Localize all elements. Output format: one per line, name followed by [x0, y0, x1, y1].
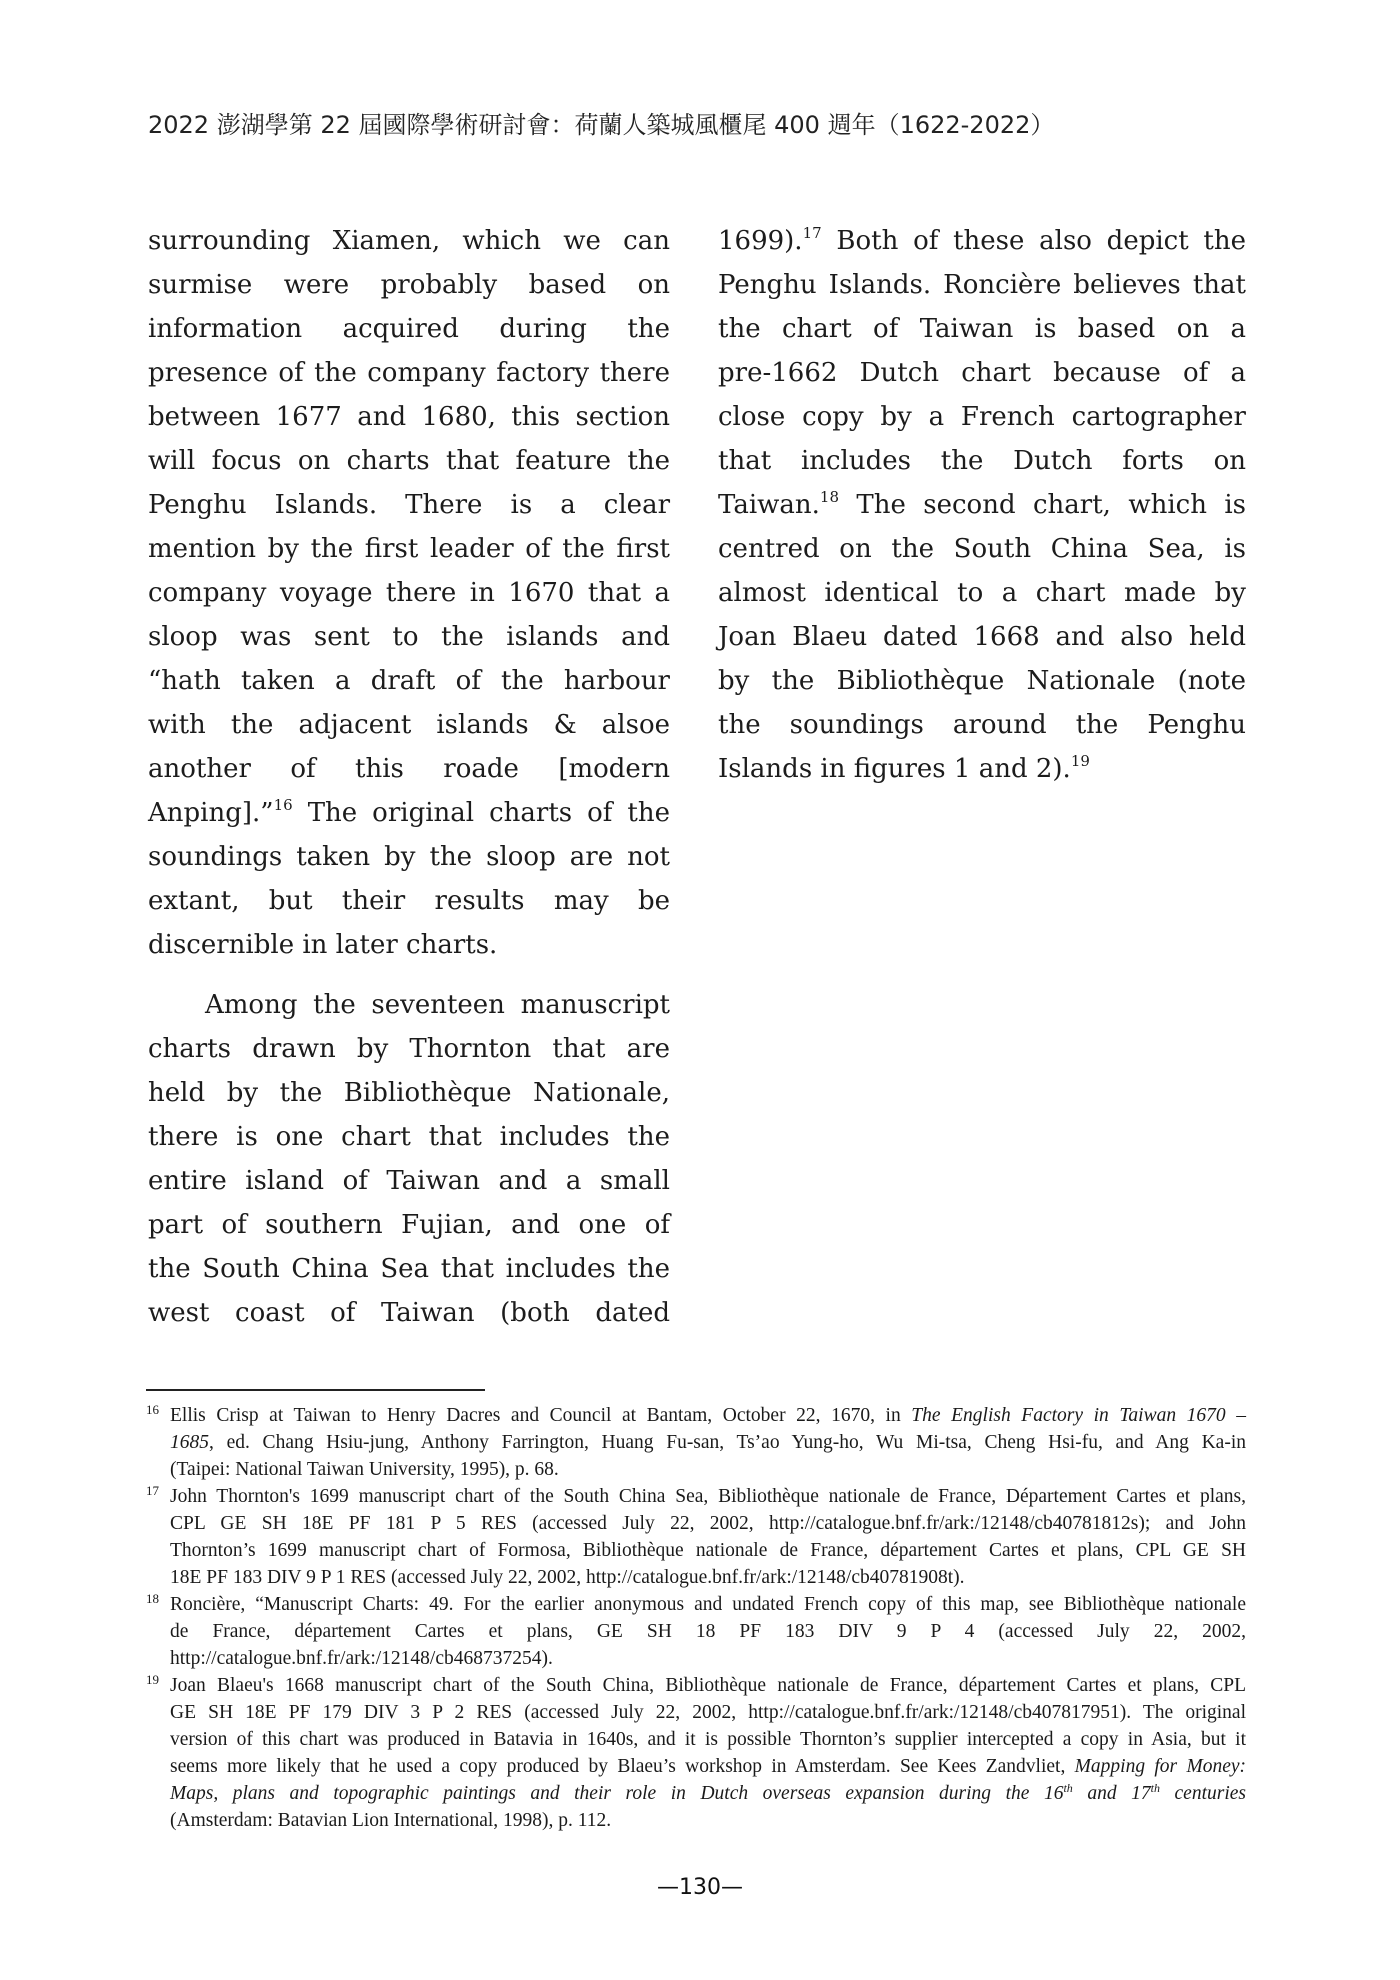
footnote-line: version of this chart was produced in Batavia in 1640s, and it is possible Thornton’s supplier intercepted a copy in Asia, but it: [170, 1729, 1246, 1750]
text-line: part of southern Fujian, and one of: [148, 1210, 670, 1240]
text-line: surrounding Xiamen, which we can: [148, 226, 670, 256]
paragraph-continued: [718, 219, 1246, 791]
text-line-with-footnote: [148, 791, 670, 835]
text-line: almost identical to a chart made by: [718, 578, 1246, 608]
text-line: presence of the company factory there: [148, 358, 670, 388]
footnote-line: John Thornton's 1699 manuscript chart of the South China Sea, Bibliothèque nationale de France, Département Cartes et plans,: [170, 1486, 1246, 1507]
text-line-with-footnote: [718, 483, 1246, 527]
text-line: extant, but their results may be: [148, 886, 670, 916]
page-number: —130—: [657, 1875, 743, 1900]
text-line: company voyage there in 1670 that a: [148, 578, 670, 608]
text-line: “hath taken a draft of the harbour: [148, 666, 670, 696]
text-line: sloop was sent to the islands and: [148, 622, 670, 652]
text-line: that includes the Dutch forts on: [718, 446, 1246, 476]
footnote-line: Roncière, “Manuscript Charts: 49. For the earlier anonymous and undated French copy of this map, see Bibliothèque nationale: [170, 1594, 1246, 1615]
text-line: the chart of Taiwan is based on a: [718, 314, 1246, 344]
text-fragment: The original charts of the: [307, 798, 670, 828]
text-line: Penghu Islands. There is a clear: [148, 490, 670, 520]
footnote-line: GE SH 18E PF 179 DIV 3 P 2 RES (accessed July 22, 2002, http://catalogue.bnf.fr/ark:/12148/cb407817951). The original: [170, 1702, 1246, 1723]
footnote-line: Thornton’s 1699 manuscript chart of Formosa, Bibliothèque nationale de France, département Cartes et plans, CPL GE SH: [170, 1540, 1246, 1561]
footnote-line: CPL GE SH 18E PF 181 P 5 RES (accessed July 22, 2002, http://catalogue.bnf.fr/ark:/12148/cb40781812s); and John: [170, 1513, 1246, 1534]
text-fragment: Taiwan.: [718, 490, 820, 520]
text-line: entire island of Taiwan and a small: [148, 1166, 670, 1196]
footnote-line: [170, 1753, 1246, 1780]
text-fragment: seems more likely that he used a copy produced by Blaeu’s workshop in Amsterdam. See Kees Zandvliet,: [170, 1756, 1075, 1777]
book-title: 1685: [170, 1432, 209, 1453]
text-fragment: , ed. Chang Hsiu-jung, Anthony Farrington, Huang Fu-san, Ts’ao Yung-ho, Wu Mi-tsa, Cheng Hsi-fu, and Ang Ka-in: [209, 1432, 1246, 1453]
text-line-with-footnote: [718, 219, 1246, 263]
text-fragment: The second chart, which is: [856, 490, 1246, 520]
footnote-number: 18: [146, 1591, 159, 1606]
footnote-line: de France, département Cartes et plans, GE SH 18 PF 183 DIV 9 P 4 (accessed July 22, 2002,: [170, 1621, 1246, 1642]
text-line: Penghu Islands. Roncière believes that: [718, 270, 1246, 300]
text-line: centred on the South China Sea, is: [718, 534, 1246, 564]
footnote-17: [146, 1483, 1246, 1591]
text-line: Joan Blaeu dated 1668 and also held: [718, 622, 1246, 652]
footnote-18: [146, 1591, 1246, 1672]
left-column: [148, 219, 670, 1335]
text-fragment: and 17: [1072, 1783, 1151, 1804]
text-fragment: Anping].”: [148, 798, 274, 828]
text-line: charts drawn by Thornton that are: [148, 1034, 670, 1064]
footnote-ref-19[interactable]: 19: [1070, 752, 1090, 770]
book-title: Mapping for Money:: [1074, 1756, 1247, 1777]
text-fragment: Maps, plans and topographic paintings and their role in Dutch overseas expansion during the 16: [170, 1783, 1064, 1804]
footnote-19: [146, 1672, 1246, 1834]
text-line: between 1677 and 1680, this section: [148, 402, 670, 432]
footnote-line: 18E PF 183 DIV 9 P 1 RES (accessed July 22, 2002, http://catalogue.bnf.fr/ark:/12148/cb40781908t).: [170, 1567, 965, 1588]
text-fragment: Both of these also depict the: [836, 226, 1246, 256]
ordinal-suffix: th: [1150, 1781, 1160, 1795]
text-line: soundings taken by the sloop are not: [148, 842, 670, 872]
text-fragment: Islands in figures 1 and 2).: [718, 754, 1071, 784]
text-line: close copy by a French cartographer: [718, 402, 1246, 432]
book-title: [170, 1783, 1246, 1804]
ordinal-suffix: th: [1063, 1781, 1073, 1795]
text-line: west coast of Taiwan (both dated: [148, 1298, 670, 1328]
text-line: discernible in later charts.: [148, 930, 498, 960]
text-line-with-footnote: [718, 747, 1246, 791]
footnote-line: [170, 1429, 1246, 1456]
paragraph-gap: [148, 967, 670, 983]
right-column: [718, 219, 1246, 791]
footnote-separator: [146, 1389, 485, 1391]
footnotes: [146, 1402, 1246, 1834]
footnote-line: [170, 1780, 1246, 1807]
footnote-16: [146, 1402, 1246, 1483]
text-fragment: Ellis Crisp at Taiwan to Henry Dacres and Council at Bantam, October 22, 1670, in: [170, 1405, 912, 1426]
text-line: with the adjacent islands & alsoe: [148, 710, 670, 740]
footnote-ref-17[interactable]: 17: [802, 224, 822, 242]
text-line: another of this roade [modern: [148, 754, 670, 784]
footnote-line: [170, 1402, 1246, 1429]
text-line: information acquired during the: [148, 314, 670, 344]
running-header: 2022 澎湖學第 22 屆國際學術研討會：荷蘭人築城風櫃尾 400 週年（1622-2022）: [148, 111, 1055, 139]
text-line: by the Bibliothèque Nationale (note: [718, 666, 1246, 696]
paragraph-1: [148, 219, 670, 967]
footnote-line: (Taipei: National Taiwan University, 1995), p. 68.: [170, 1459, 559, 1480]
text-line: mention by the first leader of the first: [148, 534, 670, 564]
footnote-number: 19: [146, 1672, 159, 1687]
footnote-line: Joan Blaeu's 1668 manuscript chart of the South China, Bibliothèque nationale de France, département Cartes et plans, CPL: [170, 1675, 1246, 1696]
text-line: pre-1662 Dutch chart because of a: [718, 358, 1246, 388]
footnote-line: (Amsterdam: Batavian Lion International, 1998), p. 112.: [170, 1810, 612, 1831]
text-line: the South China Sea that includes the: [148, 1254, 670, 1284]
text-fragment: 1699).: [718, 226, 803, 256]
text-line: the soundings around the Penghu: [718, 710, 1246, 740]
paragraph-2: [148, 983, 670, 1335]
footnote-ref-16[interactable]: 16: [273, 796, 293, 814]
text-line: will focus on charts that feature the: [148, 446, 670, 476]
footnote-number: 16: [146, 1402, 159, 1417]
text-line: Among the seventeen manuscript: [205, 990, 670, 1020]
text-line: surmise were probably based on: [148, 270, 670, 300]
text-line: held by the Bibliothèque Nationale,: [148, 1078, 670, 1108]
footnote-line: http://catalogue.bnf.fr/ark:/12148/cb468737254).: [170, 1648, 553, 1669]
text-fragment: centuries: [1159, 1783, 1247, 1804]
text-line: there is one chart that includes the: [148, 1122, 670, 1152]
footnote-number: 17: [146, 1483, 159, 1498]
book-title: The English Factory in Taiwan 1670 –: [911, 1405, 1246, 1426]
footnote-ref-18[interactable]: 18: [819, 488, 839, 506]
